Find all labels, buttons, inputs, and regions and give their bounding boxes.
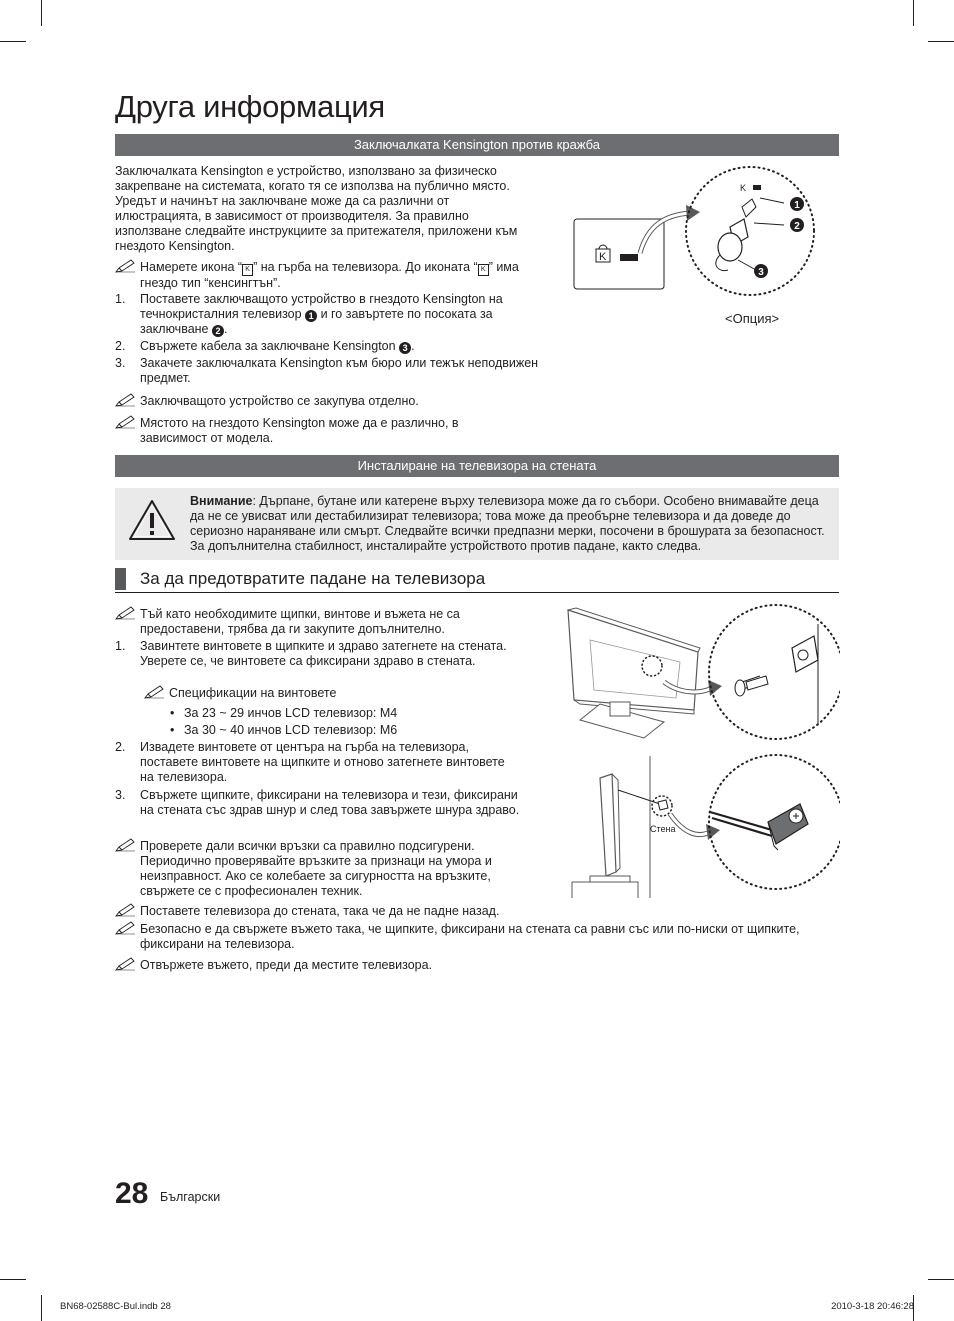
note-pen-icon [115, 838, 137, 852]
kensington-step-3: 3. Закачете заключалката Kensington към бюро или тежък неподвижен предмет. [115, 356, 539, 385]
page-number: 28 [115, 1177, 149, 1210]
section-heading-kensington: Заключалката Kensington против кражба [115, 134, 839, 156]
note-pen-icon [115, 957, 137, 971]
svg-text:K: K [740, 183, 747, 193]
crop-mark [41, 1295, 42, 1321]
note-pen-icon [115, 393, 137, 407]
wall-label: Стена [650, 824, 676, 834]
kensington-icon: K [478, 264, 489, 276]
svg-text:2: 2 [794, 221, 800, 232]
footer-language: Български [160, 1190, 221, 1204]
svg-text:K: K [599, 251, 607, 263]
note-purchase-parts: Тъй като необходимите щипки, винтове и въжета не са предоставени, трябва да ги закупите допълнително. [115, 607, 510, 637]
crop-mark [928, 1279, 954, 1280]
footer-file-name: BN68-02588C-Bul.indb 28 [60, 1301, 171, 1312]
crop-mark [928, 41, 954, 42]
bullet-item: • За 30 ~ 40 инчов LCD телевизор: M6 [170, 723, 398, 737]
note-check-connections: Проверете дали всички връзки са правилно подсигурени. Периодично проверявайте връзките за признаци на умора и неизправност. Ако се колебаете за сигурността на връзките, свържете се с професионален техник. [115, 839, 535, 899]
note-untie-before-moving: Отвържете въжето, преди да местите телевизора. [115, 958, 640, 973]
note-lock-sold-separately: Заключващото устройство се закупува отделно. [115, 394, 545, 409]
warning-box [115, 488, 839, 560]
note-place-near-wall: Поставете телевизора до стената, така че да не падне назад. [115, 904, 640, 919]
kensington-step-1: 1. Поставете заключващото устройство в гнездото Kensington на течнокристалния телевизор 1 и го завъртете по посоката за заключване 2 . [115, 292, 503, 336]
note-pen-icon [115, 921, 137, 935]
note-kensington-icon: Намерете икона “ K ” на гърба на телевизора. До иконата “ K ” има гнездо тип “кенсингтън”. [115, 260, 545, 291]
note-screw-spec: Спецификации на винтовете [144, 686, 509, 701]
number-badge: 1 [305, 310, 317, 322]
note-cord-height: Безопасно е да свържете въжето така, че щипките, фиксирани на стената са равни със или по-ниски от щипките, фиксирани на телевизора. [115, 922, 830, 952]
number-badge: 3 [399, 342, 411, 354]
tv-back-clip-illustration [560, 600, 840, 745]
tv-side-cord-illustration [560, 752, 840, 900]
kensington-icon: K [242, 264, 253, 276]
note-pen-icon [144, 685, 166, 699]
heading-marker [115, 568, 126, 590]
page-title: Друга информация [115, 89, 385, 124]
crop-mark [0, 1279, 26, 1280]
note-pen-icon [115, 606, 137, 620]
section-heading-wall-mount: Инсталиране на телевизора на стената [115, 455, 839, 477]
subsection-heading: За да предотвратите падане на телевизора [115, 566, 839, 593]
warning-triangle-icon [127, 498, 177, 542]
svg-text:3: 3 [758, 267, 764, 278]
option-label: <Опция> [725, 311, 780, 326]
bullet-item: • За 23 ~ 29 инчов LCD телевизор: M4 [170, 706, 398, 720]
kensington-lock-illustration [570, 165, 840, 310]
wall-step-3: 3. Свържете щипките, фиксирани на телевизора и тези, фиксирани на стената със здрав шнур и след това завържете шнура здраво. [115, 788, 520, 817]
warning-text: Внимание: Дърпане, бутане или катерене върху телевизора може да го събори. Особено внимавайте деца да не се увисват или дестабилизират телевизора; това може да преобърне телевизора и да доведе до сериозно нараняване или смърт. Следвайте всички предпазни мерки, посочени в брошурата за безопасност. За допълнителна стабилност, инсталирайте устройството против падане, както следва. [190, 494, 825, 553]
note-slot-location: Мястото на гнездото Kensington може да е различно, в зависимост от модела. [115, 416, 520, 446]
note-pen-icon [115, 415, 137, 429]
svg-text:1: 1 [794, 200, 800, 211]
footer-timestamp: 2010-3-18 20:46:28 [831, 1301, 914, 1312]
number-badge: 2 [212, 325, 224, 337]
kensington-intro: Заключалката Kensington е устройство, използвано за физическо закрепване на системата, когато тя се използва на публично място. Уредът и начинът на заключване може да са различни от илюстрацията, в зависимост от производителя. За правилно използване следвайте инструкциите за притежателя, приложени към гнездото Kensington. [115, 164, 518, 253]
crop-mark [41, 0, 42, 26]
crop-mark [913, 0, 914, 26]
kensington-step-2: 2. Свържете кабела за заключване Kensington 3 . [115, 339, 415, 353]
note-pen-icon [115, 259, 137, 273]
wall-step-2: 2. Извадете винтовете от центъра на гърба на телевизора, поставете винтовете на щипките и отново затегнете винтовете на телевизора. [115, 740, 505, 784]
note-pen-icon [115, 903, 137, 917]
crop-mark [0, 41, 26, 42]
wall-step-1: 1. Завинтете винтовете в щипките и здраво затегнете на стената. Уверете се, че винтовете са фиксирани здраво в стената. [115, 639, 507, 668]
